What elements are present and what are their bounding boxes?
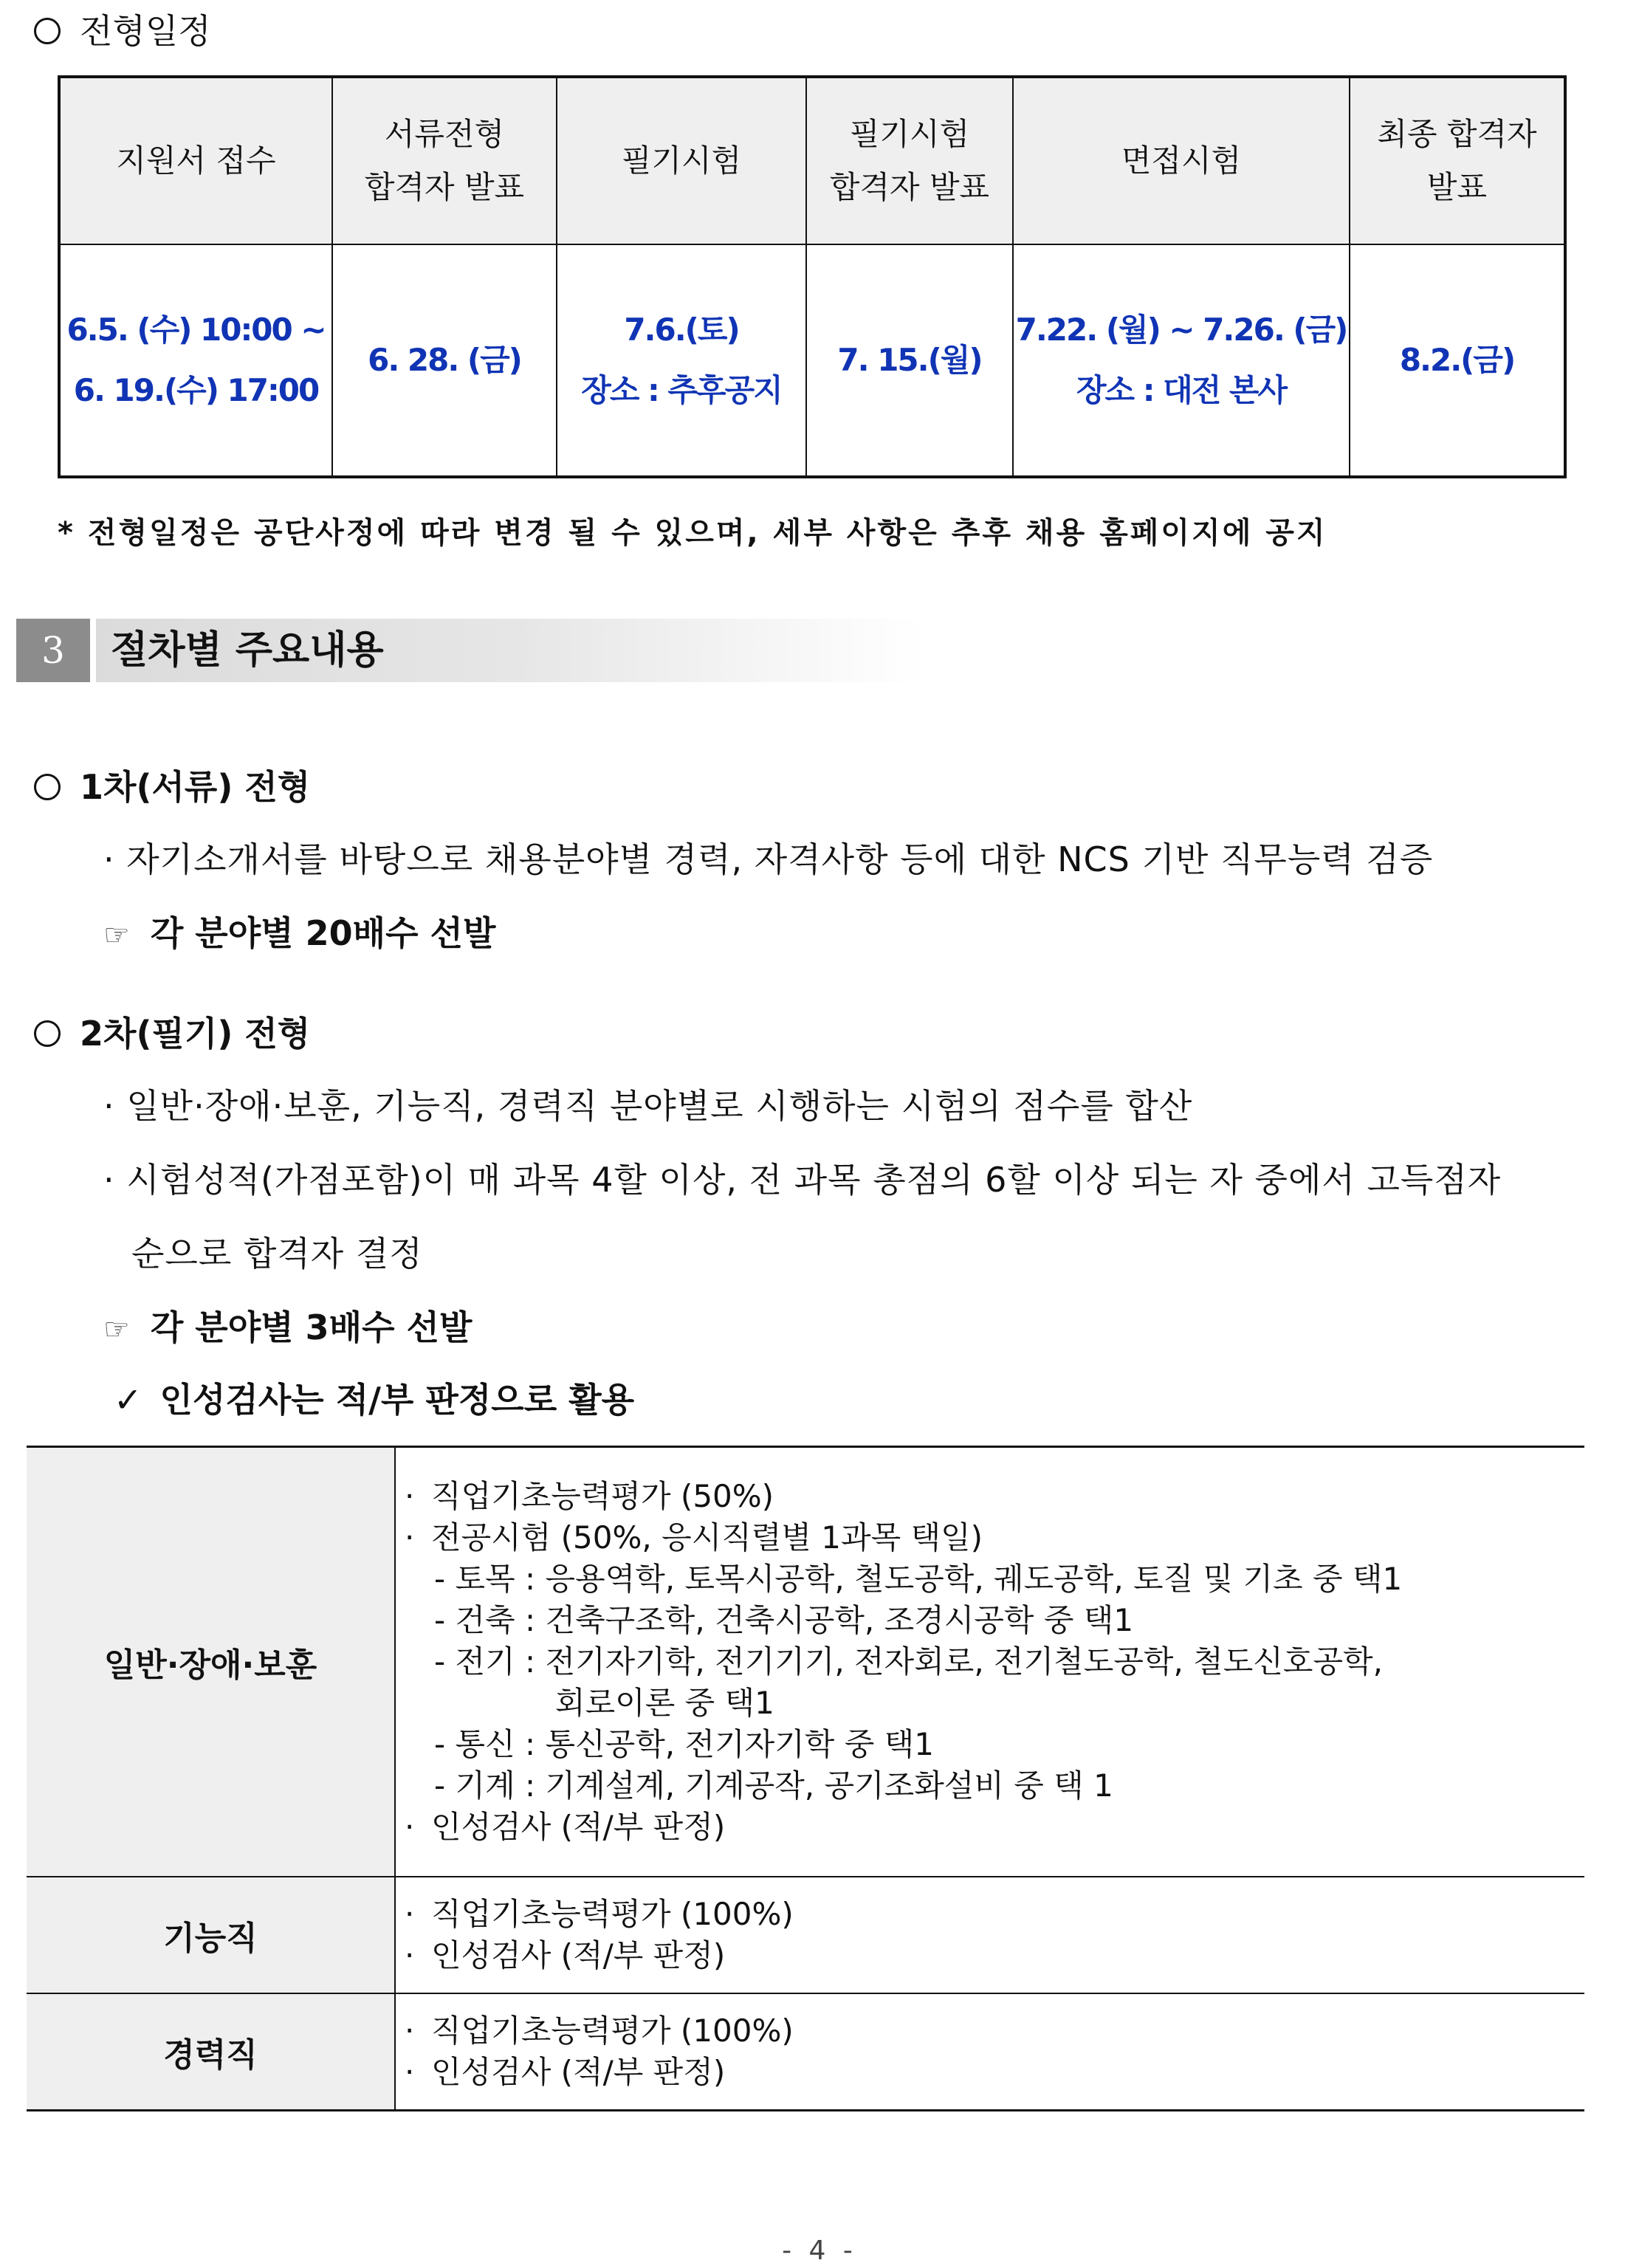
step2-highlight: ☞ 각 분야별 3배수 선발 [103, 1307, 473, 1347]
value-document-result: 6. 28. (금) [332, 244, 557, 477]
schedule-value-row [59, 244, 1565, 477]
schedule-heading: 전형일정 [34, 4, 211, 53]
value-application: 6.5. (수) 10:00 ~ 6. 19.(수) 17:00 [59, 244, 332, 477]
page-number: - 4 - [782, 2236, 857, 2266]
subject-content-skilled [395, 1877, 1584, 1993]
list-item: - 기계 : 기계설계, 기계공작, 공기조화설비 중 택 1 [434, 1767, 1113, 1804]
subject-label-career: 경력직 [27, 1993, 395, 2111]
circle-bullet-icon [34, 774, 61, 800]
section-number: 3 [16, 619, 90, 682]
list-item: · 인성검사 (적/부 판정) [405, 1937, 726, 1973]
checkmark-icon: ✓ [114, 1380, 142, 1420]
step2-bullet-2-cont: 순으로 합격자 결정 [131, 1234, 423, 1274]
list-item: · 직업기초능력평가 (100%) [405, 1896, 794, 1932]
section-banner-divider [90, 619, 96, 682]
subject-row-career [27, 1993, 1584, 2111]
header-written-result: 필기시험 합격자 발표 [806, 77, 1013, 244]
circle-bullet-icon [34, 1020, 61, 1047]
header-application: 지원서 접수 [59, 77, 332, 244]
value-written-exam: 7.6.(토) 장소 : 추후공지 [557, 244, 806, 477]
subject-content-career [395, 1993, 1584, 2111]
subject-label-general: 일반·장애·보훈 [27, 1447, 395, 1877]
value-final-result: 8.2.(금) [1350, 244, 1565, 477]
subject-table [27, 1446, 1584, 2111]
list-item: - 전기 : 전기자기학, 전기기기, 전자회로, 전기철도공학, 철도신호공학, [434, 1643, 1383, 1680]
list-item: - 통신 : 통신공학, 전기자기학 중 택1 [434, 1726, 934, 1762]
pointing-hand-icon: ☞ [103, 1313, 130, 1347]
header-final-result: 최종 합격자 발표 [1350, 77, 1565, 244]
list-item: · 인성검사 (적/부 판정) [405, 2054, 726, 2090]
list-item: · 인성검사 (적/부 판정) [405, 1809, 726, 1845]
step2-heading: 2차(필기) 전형 [34, 1007, 310, 1056]
step2-bullet-1: · 일반·장애·보훈, 기능직, 경력직 분야별로 시행하는 시험의 점수를 합산 [103, 1086, 1193, 1126]
schedule-note: * 전형일정은 공단사정에 따라 변경 될 수 있으며, 세부 사항은 추후 채용 홈페이지에 공지 [58, 516, 1327, 550]
circle-bullet-icon [34, 18, 61, 44]
value-written-result: 7. 15.(월) [806, 244, 1013, 477]
list-item: - 건축 : 건축구조학, 건축시공학, 조경시공학 중 택1 [434, 1602, 1134, 1638]
list-item: - 토목 : 응용역학, 토목시공학, 철도공학, 궤도공학, 토질 및 기초 중 택1 [434, 1561, 1403, 1597]
subject-row-skilled [27, 1877, 1584, 1993]
pointing-hand-icon: ☞ [103, 918, 130, 952]
subject-label-skilled: 기능직 [27, 1877, 395, 1993]
section-title: 절차별 주요내용 [111, 628, 384, 673]
header-interview: 면접시험 [1013, 77, 1350, 244]
step1-bullet: · 자기소개서를 바탕으로 채용분야별 경력, 자격사항 등에 대한 NCS 기반 직무능력 검증 [103, 839, 1434, 879]
header-written-exam: 필기시험 [557, 77, 806, 244]
subject-content-general [395, 1447, 1584, 1877]
list-item: · 직업기초능력평가 (100%) [405, 2013, 794, 2049]
step1-heading: 1차(서류) 전형 [34, 760, 310, 809]
schedule-table [58, 75, 1567, 478]
header-document-result: 서류전형 합격자 발표 [332, 77, 557, 244]
list-item: · 전공시험 (50%, 응시직렬별 1과목 택일) [405, 1519, 983, 1556]
step2-check-note: ✓ 인성검사는 적/부 판정으로 활용 [114, 1380, 635, 1420]
list-item: · 직업기초능력평가 (50%) [405, 1478, 774, 1514]
schedule-header-row [59, 77, 1565, 244]
list-item: 회로이론 중 택1 [555, 1685, 774, 1721]
step1-highlight: ☞ 각 분야별 20배수 선발 [103, 913, 496, 953]
value-interview: 7.22. (월) ~ 7.26. (금) 장소 : 대전 본사 [1013, 244, 1350, 477]
subject-row-general [27, 1447, 1584, 1877]
step2-bullet-2: · 시험성적(가점포함)이 매 과목 4할 이상, 전 과목 총점의 6할 이상 되는 자 중에서 고득점자 [103, 1160, 1502, 1200]
